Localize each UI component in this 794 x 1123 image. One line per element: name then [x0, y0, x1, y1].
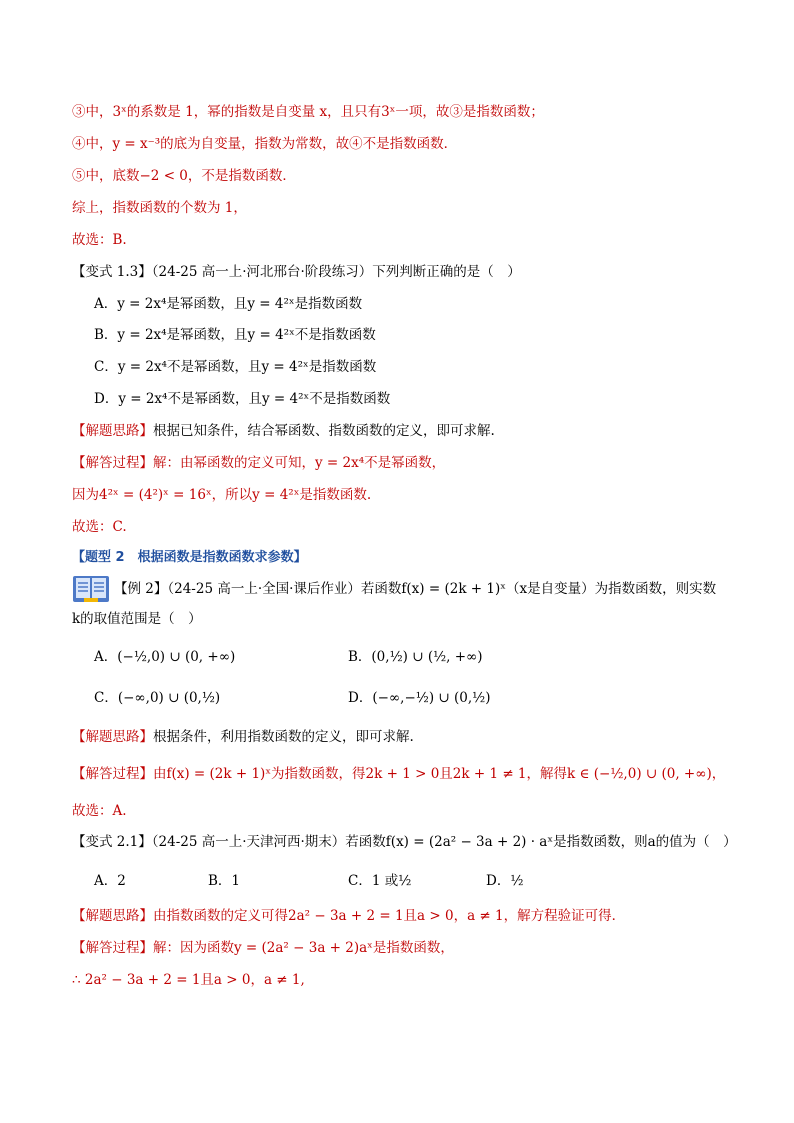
variant-2-1-process [72, 938, 454, 958]
process-tag: 【解答过程】 [72, 766, 153, 782]
variant-2-1-process-2: ∴ 2a² − 3a + 2 = 1且a > 0，a ≠ 1, [72, 972, 305, 988]
variant-1-3-option-d: D．y = 2x⁴不是幂函数，且y = 4²ˣ不是指数函数 [94, 391, 391, 407]
process-text: 由f(x) = (2k + 1)ˣ为指数函数，得2k + 1 > 0且2k + 1 ≠ 1，解得k ∈ (−½,0) ∪ (0, +∞)， [153, 766, 726, 782]
idea-tag: 【解题思路】 [72, 729, 153, 745]
example-2-line-2: k的取值范围是（ ） [72, 611, 202, 627]
variant-1-3-option-b: B．y = 2x⁴是幂函数，且y = 4²ˣ不是指数函数 [94, 327, 376, 343]
idea-text: 根据已知条件，结合幂函数、指数函数的定义，即可求解. [153, 423, 495, 439]
process-tag: 【解答过程】 [72, 455, 153, 471]
example-2-option-a: A．(−½,0) ∪ (0, +∞) [94, 649, 236, 665]
example-2-option-d: D．(−∞,−½) ∪ (0,½) [348, 690, 491, 706]
variant-2-1-title: 【变式 2.1】（24-25 高一上·天津河西·期末）若函数f(x) = (2a² − 3a + 2) · aˣ是指数函数，则a的值为（ ） [72, 834, 737, 850]
process-tag: 【解答过程】 [72, 940, 153, 956]
variant-2-1-option-d: D．½ [486, 873, 524, 889]
solution-answer: 故选：B. [72, 232, 127, 248]
type-2-heading: 【题型 2 根据函数是指数函数求参数】 [72, 550, 307, 565]
solution-line-4: ④中，y = x⁻³的底为自变量，指数为常数，故④不是指数函数． [72, 136, 458, 152]
variant-2-1-option-b: B．1 [208, 873, 241, 889]
process-text: 解：因为函数y = (2a² − 3a + 2)aˣ是指数函数， [153, 940, 454, 956]
variant-1-3-process [72, 453, 445, 473]
example-2-option-b: B．(0,½) ∪ (½, +∞) [348, 649, 483, 665]
example-2-idea [72, 727, 414, 747]
variant-2-1-option-a: A．2 [94, 873, 126, 889]
variant-2-1-idea [72, 906, 625, 926]
book-icon [72, 574, 110, 604]
idea-text: 由指数函数的定义可得2a² − 3a + 2 = 1且a > 0，a ≠ 1，解方程验证可得． [153, 908, 626, 924]
example-2-option-c: C．(−∞,0) ∪ (0,½) [94, 690, 221, 706]
solution-summary: 综上，指数函数的个数为 1， [72, 200, 247, 216]
variant-1-3-idea [72, 421, 495, 441]
example-2-line-1: 【例 2】（24-25 高一上·全国·课后作业）若函数f(x) = (2k + 1)ˣ（x是自变量）为指数函数，则实数 [114, 581, 717, 597]
example-2-process [72, 764, 725, 784]
idea-text: 根据条件，利用指数函数的定义，即可求解. [153, 729, 414, 745]
variant-1-3-title: 【变式 1.3】（24-25 高一上·河北邢台·阶段练习）下列判断正确的是（ ） [72, 264, 521, 280]
variant-1-3-option-c: C．y = 2x⁴不是幂函数，且y = 4²ˣ是指数函数 [94, 359, 377, 375]
idea-tag: 【解题思路】 [72, 908, 153, 924]
solution-line-3: ③中，3ˣ的系数是 1，幂的指数是自变量 x，且只有3ˣ一项，故③是指数函数； [72, 104, 544, 120]
solution-line-5: ⑤中，底数−2 < 0，不是指数函数． [72, 168, 296, 184]
idea-tag: 【解题思路】 [72, 423, 153, 439]
variant-1-3-answer: 故选：C. [72, 519, 127, 535]
variant-2-1-option-c: C．1 或½ [348, 873, 412, 889]
process-text: 解：由幂函数的定义可知，y = 2x⁴不是幂函数， [153, 455, 446, 471]
variant-1-3-option-a: A．y = 2x⁴是幂函数，且y = 4²ˣ是指数函数 [94, 296, 363, 312]
example-2-answer: 故选：A. [72, 803, 127, 819]
variant-1-3-process-2: 因为4²ˣ = (4²)ˣ = 16ˣ，所以y = 4²ˣ是指数函数. [72, 487, 372, 503]
